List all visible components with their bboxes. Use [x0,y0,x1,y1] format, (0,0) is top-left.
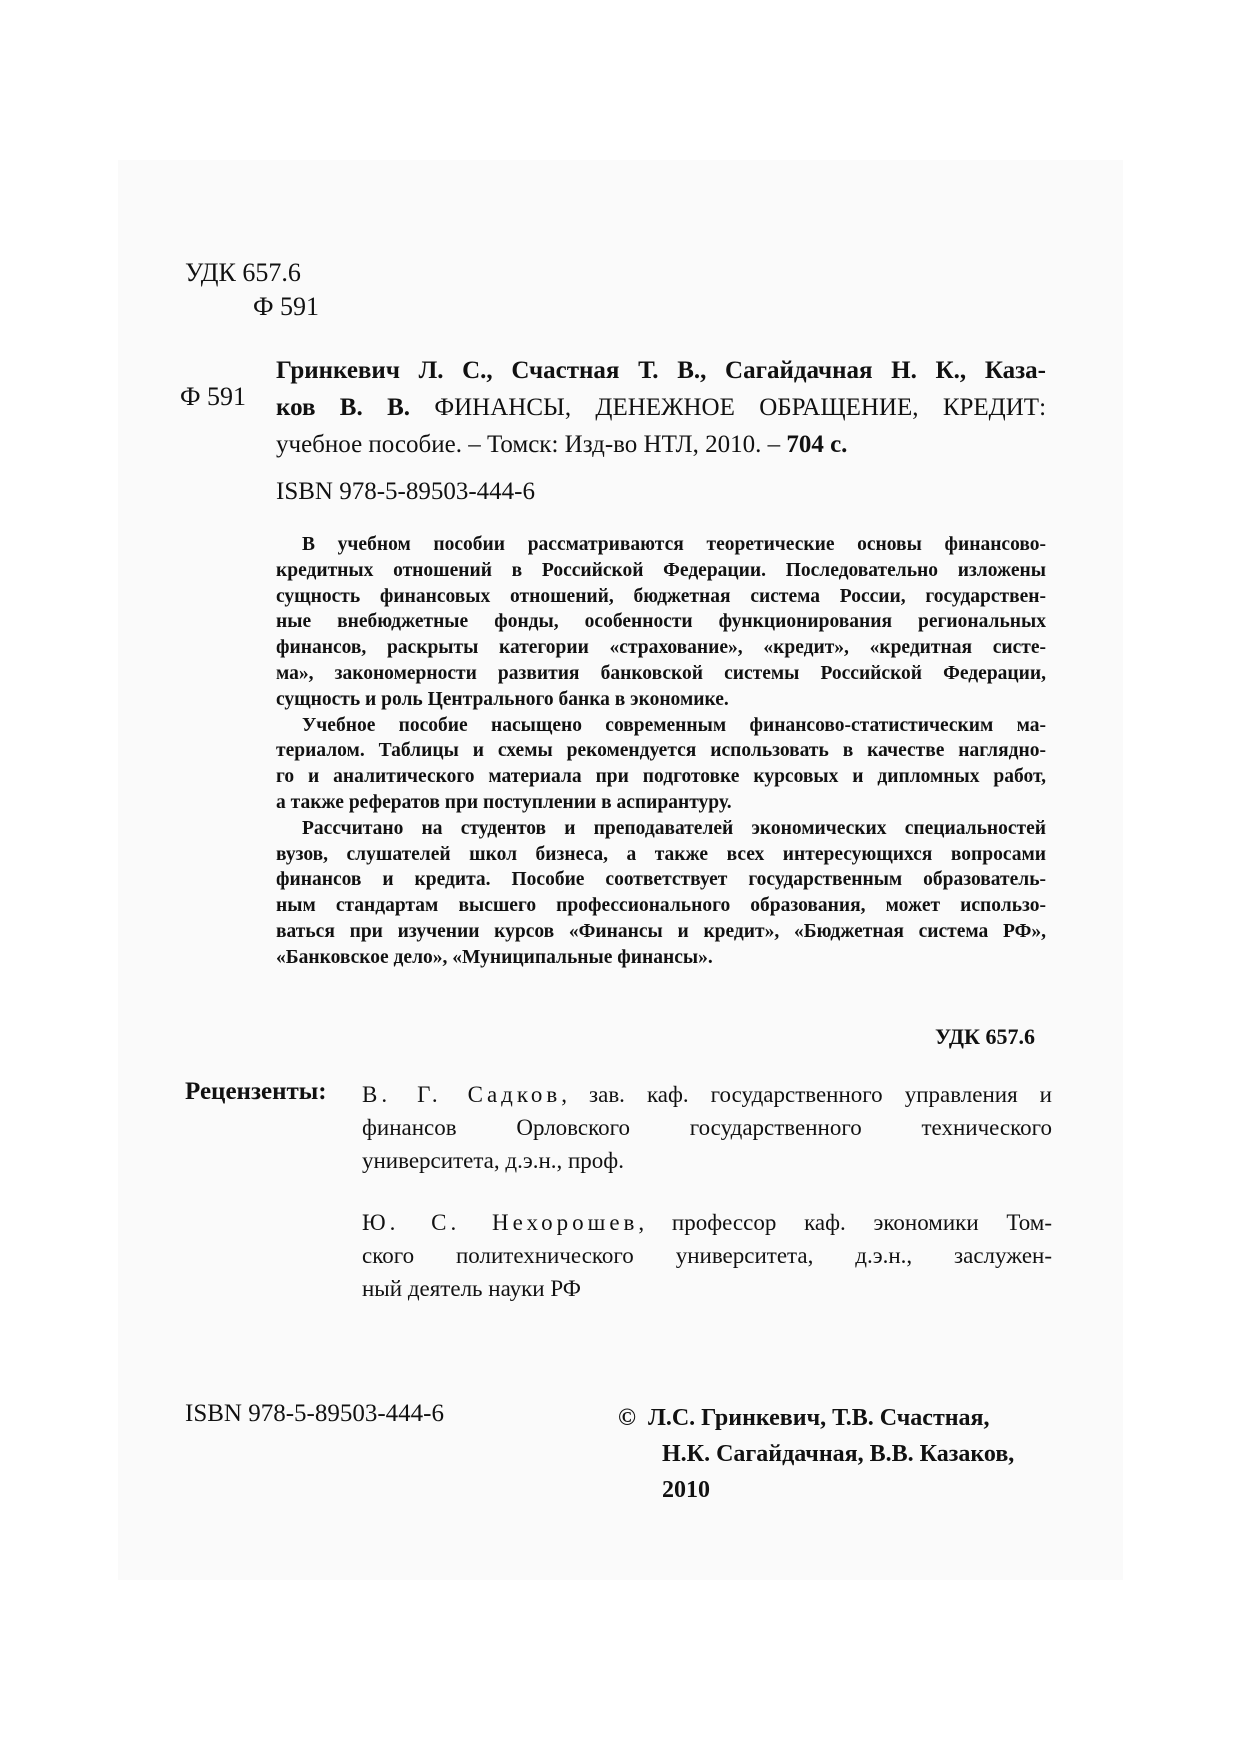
abstract-line: ваться при изучении курсов «Финансы и кредит», «Бюджетная система РФ», [276,920,1046,942]
udk-footer-code: УДК 657.6 [935,1024,1036,1049]
author-sign-code: Ф 591 [253,292,320,321]
abstract-line: териалом. Таблицы и схемы рекомендуется использовать в качестве нагляднo- [276,740,1046,762]
bibliographic-entry [276,352,1046,463]
abstract-line: сущность и роль Центрального банка в экономике. [276,688,729,710]
reviewers-label: Рецензенты: [185,1078,327,1105]
copyright-icon: © [618,1405,636,1431]
reviewer-1-line-2: финансов Орловского государственного технического [362,1115,1052,1140]
reviewer-2-name: Ю. С. Нехорошев [362,1210,639,1235]
udk-code: УДК 657.6 [185,258,301,287]
catalog-code: Ф 591 [180,382,247,411]
authors-line-2: ков В. В. [276,394,411,421]
abstract-line: финансов, раскрыты категории «страхование», «кредит», «кредитная систе- [276,637,1046,659]
abstract-line: ма», закономерности развития банковской системы Российской Федерации, [276,662,1046,684]
reviewer-2-line-3: ный деятель науки РФ [362,1276,581,1301]
abstract-line: сущность финансовых отношений, бюджетная система России, государствен- [276,585,1046,607]
abstract-line: ным стандартам высшего профессионального образования, может использо- [276,895,1046,917]
abstract-line: «Банковское дело», «Муниципальные финансы». [276,946,713,968]
reviewer-2-position: , профессор каф. экономики Том- [638,1210,1052,1235]
publication-info: учебное пособие. – Томск: Изд-во НТЛ, 2010. – [276,431,787,458]
abstract-line: кредитных отношений в Российской Федерации. Последовательно изложены [276,559,1046,581]
udk-header [185,256,319,324]
isbn-top: ISBN 978-5-89503-444-6 [276,478,536,505]
abstract-line: вузов, слушателей школ бизнеса, а также всех интересующихся вопросами [276,843,1046,865]
page-count: 704 с. [786,431,848,458]
abstract-line: финансов и кредита. Пособие соответствует государственным образователь- [276,869,1046,891]
abstract-line: Учебное пособие насыщено современным финансово-статистическим ма- [302,714,1046,736]
abstract-line: Рассчитано на студентов и преподавателей экономических специальностей [302,817,1046,839]
reviewer-2 [362,1206,1052,1305]
copyright-block [618,1400,1014,1508]
abstract [276,532,1046,971]
abstract-line: го и аналитического материала при подготовке курсовых и дипломных работ, [276,766,1046,788]
isbn-bottom: ISBN 978-5-89503-444-6 [185,1400,445,1427]
abstract-line: а также рефератов при поступлении в аспирантуру. [276,791,732,813]
abstract-line: ные внебюджетные фонды, особенности функционирования региональных [276,611,1046,633]
copyright-line-2: Н.К. Сагайдачная, В.В. Казаков, [662,1441,1015,1467]
reviewer-1 [362,1078,1052,1177]
copyright-line-1: Л.С. Гринкевич, Т.В. Счастная, [647,1405,990,1431]
copyright-year: 2010 [662,1477,710,1503]
authors-line-1: Гринкевич Л. С., Счастная Т. В., Сагайдачная Н. К., Каза- [276,357,1046,384]
reviewer-1-name: В. Г. Садков [362,1082,562,1107]
book-title: ФИНАНСЫ, ДЕНЕЖНОЕ ОБРАЩЕНИЕ, КРЕДИТ: [434,394,1047,421]
reviewer-1-position: , зав. каф. государственного управления и [561,1082,1052,1107]
abstract-line: В учебном пособии рассматриваются теоретические основы финансово- [302,534,1046,555]
reviewer-2-line-2: ского политехнического университета, д.э.н., заслужен- [362,1243,1052,1268]
reviewer-1-line-3: университета, д.э.н., проф. [362,1148,624,1173]
